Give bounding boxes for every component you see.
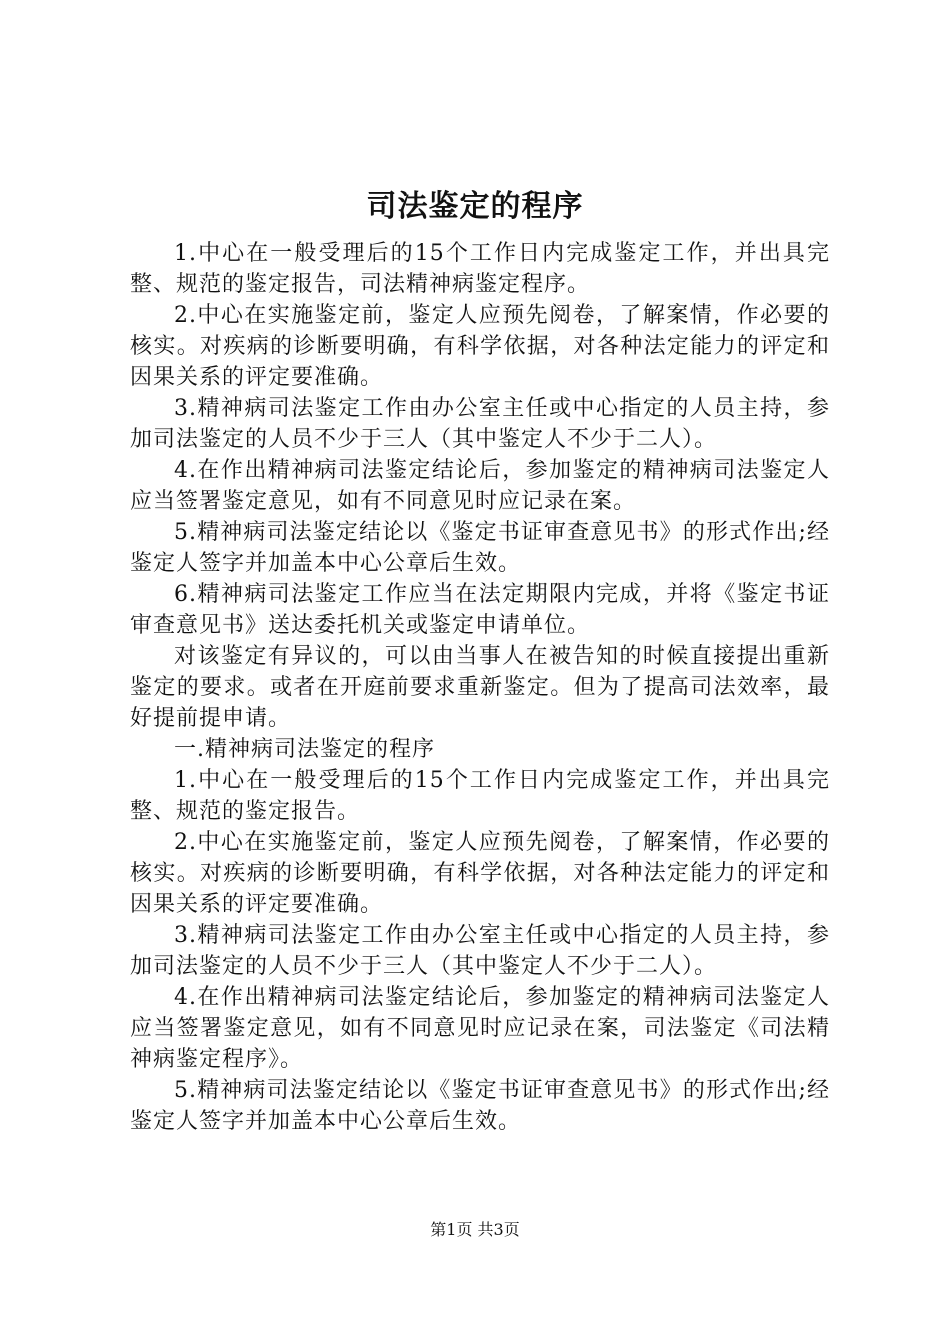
paragraph: 5.精神病司法鉴定结论以《鉴定书证审查意见书》的形式作出;经鉴定人签字并加盖本中心公章后生效。 <box>130 1078 830 1134</box>
page-number-footer: 第1页 共3页 <box>430 1220 520 1239</box>
document-title: 司法鉴定的程序 <box>366 189 584 224</box>
section-heading: 一.精神病司法鉴定的程序 <box>174 737 435 762</box>
paragraph: 1.中心在一般受理后的15个工作日内完成鉴定工作，并出具完整、规范的鉴定报告，司法精神病鉴定程序。 <box>130 241 830 297</box>
paragraph: 3.精神病司法鉴定工作由办公室主任或中心指定的人员主持，参加司法鉴定的人员不少于三人（其中鉴定人不少于二人）。 <box>130 923 830 979</box>
paragraph: 1.中心在一般受理后的15个工作日内完成鉴定工作，并出具完整、规范的鉴定报告。 <box>130 768 830 824</box>
paragraph: 2.中心在实施鉴定前，鉴定人应预先阅卷，了解案情，作必要的核实。对疾病的诊断要明确，有科学依据，对各种法定能力的评定和因果关系的评定要准确。 <box>130 303 830 390</box>
paragraph: 5.精神病司法鉴定结论以《鉴定书证审查意见书》的形式作出;经鉴定人签字并加盖本中心公章后生效。 <box>130 520 830 576</box>
paragraph: 2.中心在实施鉴定前，鉴定人应预先阅卷，了解案情，作必要的核实。对疾病的诊断要明确，有科学依据，对各种法定能力的评定和因果关系的评定要准确。 <box>130 830 830 917</box>
document-body <box>130 238 830 1137</box>
paragraph: 4.在作出精神病司法鉴定结论后，参加鉴定的精神病司法鉴定人应当签署鉴定意见，如有不同意见时应记录在案，司法鉴定《司法精神病鉴定程序》。 <box>130 985 830 1072</box>
paragraph: 3.精神病司法鉴定工作由办公室主任或中心指定的人员主持，参加司法鉴定的人员不少于三人（其中鉴定人不少于二人）。 <box>130 396 830 452</box>
paragraph: 6.精神病司法鉴定工作应当在法定期限内完成，并将《鉴定书证审查意见书》送达委托机关或鉴定申请单位。 <box>130 582 830 638</box>
paragraph: 4.在作出精神病司法鉴定结论后，参加鉴定的精神病司法鉴定人应当签署鉴定意见，如有不同意见时应记录在案。 <box>130 458 830 514</box>
paragraph: 对该鉴定有异议的，可以由当事人在被告知的时候直接提出重新鉴定的要求。或者在开庭前要求重新鉴定。但为了提高司法效率，最好提前提申请。 <box>130 644 830 731</box>
